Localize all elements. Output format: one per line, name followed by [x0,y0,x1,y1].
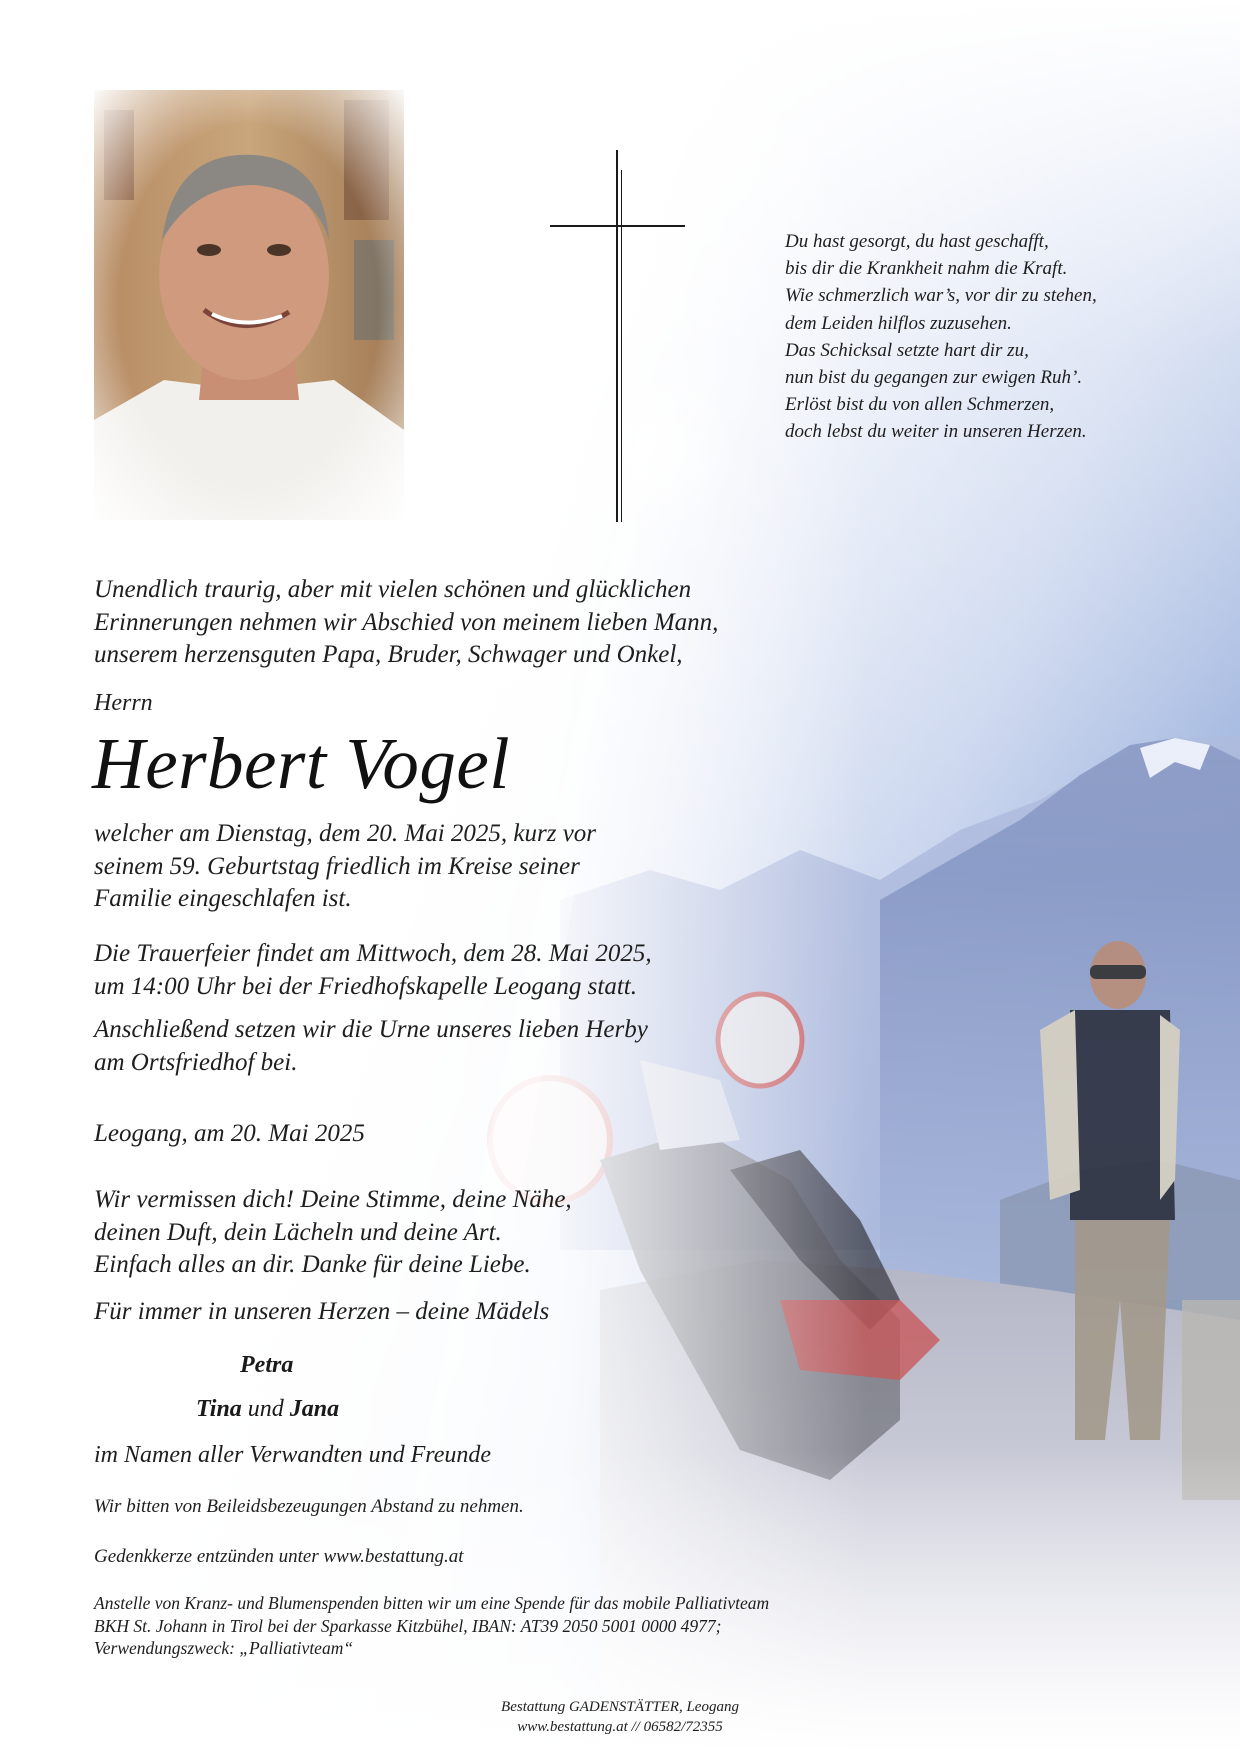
donation-note [94,1592,769,1660]
donation-line: Verwendungszweck: „Palliativteam“ [94,1638,354,1658]
poem-line: Erlöst bist du von allen Schmerzen, [785,394,1055,416]
urn-line: am Ortsfriedhof bei. [94,1048,298,1076]
latin-cross-icon [550,150,690,522]
donation-line: BKH St. Johann in Tirol bei der Sparkasse Kitzbühel, IBAN: AT39 2050 5001 0000 4977; [94,1615,722,1636]
service-line: um 14:00 Uhr bei der Friedhofskapelle Leogang statt. [94,972,637,1000]
funeral-service-info [94,938,652,1003]
donation-line: Anstelle von Kranz- und Blumenspenden bitten wir um eine Spende für das mobile Palliativteam [94,1593,770,1613]
service-line: Die Trauerfeier findet am Mittwoch, dem 28. Mai 2025, [94,940,652,967]
place-date: Leogang, am 20. Mai 2025 [94,1120,365,1147]
poem-line: dem Leiden hilflos zuzusehen. [785,312,1012,334]
miss-you-text [94,1184,572,1282]
death-line: welcher am Dienstag, dem 20. Mai 2025, kurz vor [94,820,597,847]
miss-line: Wir vermissen dich! Deine Stimme, deine Nähe, [94,1186,572,1213]
poem-line: nun bist du gegangen zur ewigen Ruh’. [785,367,1083,389]
urn-line: Anschließend setzen wir die Urne unseres lieben Herby [94,1016,648,1043]
intro-line: unserem herzensguten Papa, Bruder, Schwager und Onkel, [94,641,683,669]
intro-text [94,574,718,672]
mourner-connector: und [241,1396,290,1422]
poem-line: Du hast gesorgt, du hast geschafft, [785,231,1049,252]
death-notice [94,818,596,916]
forever-line: Für immer in unseren Herzen – deine Mädels [94,1298,550,1325]
miss-line: Einfach alles an dir. Danke für deine Liebe. [94,1251,531,1279]
mourner-name: Petra [240,1352,294,1378]
footer-line: Bestattung GADENSTÄTTER, Leogang [501,1699,739,1715]
memorial-poem [785,228,1205,446]
death-line: Familie eingeschlafen ist. [94,885,352,913]
portrait-photo [94,90,404,520]
funeral-home-footer [0,1697,1240,1737]
poem-line: bis dir die Krankheit nahm die Kraft. [785,258,1068,280]
footer-line: www.bestattung.at // 06582/72355 [517,1719,723,1735]
death-line: seinem 59. Geburtstag friedlich im Kreise seiner [94,852,580,880]
deceased-name: Herbert Vogel [92,723,511,804]
memorial-candle-note: Gedenkkerze entzünden unter www.bestattung.at [94,1546,464,1567]
poem-line: Das Schicksal setzte hart dir zu, [785,339,1029,361]
relatives-line: im Namen aller Verwandten und Freunde [94,1442,492,1468]
poem-line: Wie schmerzlich war’s, vor dir zu stehen, [785,285,1097,307]
condolence-note: Wir bitten von Beileidsbezeugungen Abstand zu nehmen. [94,1496,524,1517]
intro-line: Erinnerungen nehmen wir Abschied von meinem lieben Mann, [94,608,719,636]
mourner-name: Jana [289,1396,340,1422]
poem-line: doch lebst du weiter in unseren Herzen. [785,421,1087,443]
urn-burial-info [94,1014,648,1079]
mourner-names [196,1396,339,1423]
miss-line: deinen Duft, dein Lächeln und deine Art. [94,1218,502,1246]
salutation: Herrn [94,690,153,716]
intro-line: Unendlich traurig, aber mit vielen schönen und glücklichen [94,576,692,603]
mourner-name: Tina [196,1396,242,1422]
